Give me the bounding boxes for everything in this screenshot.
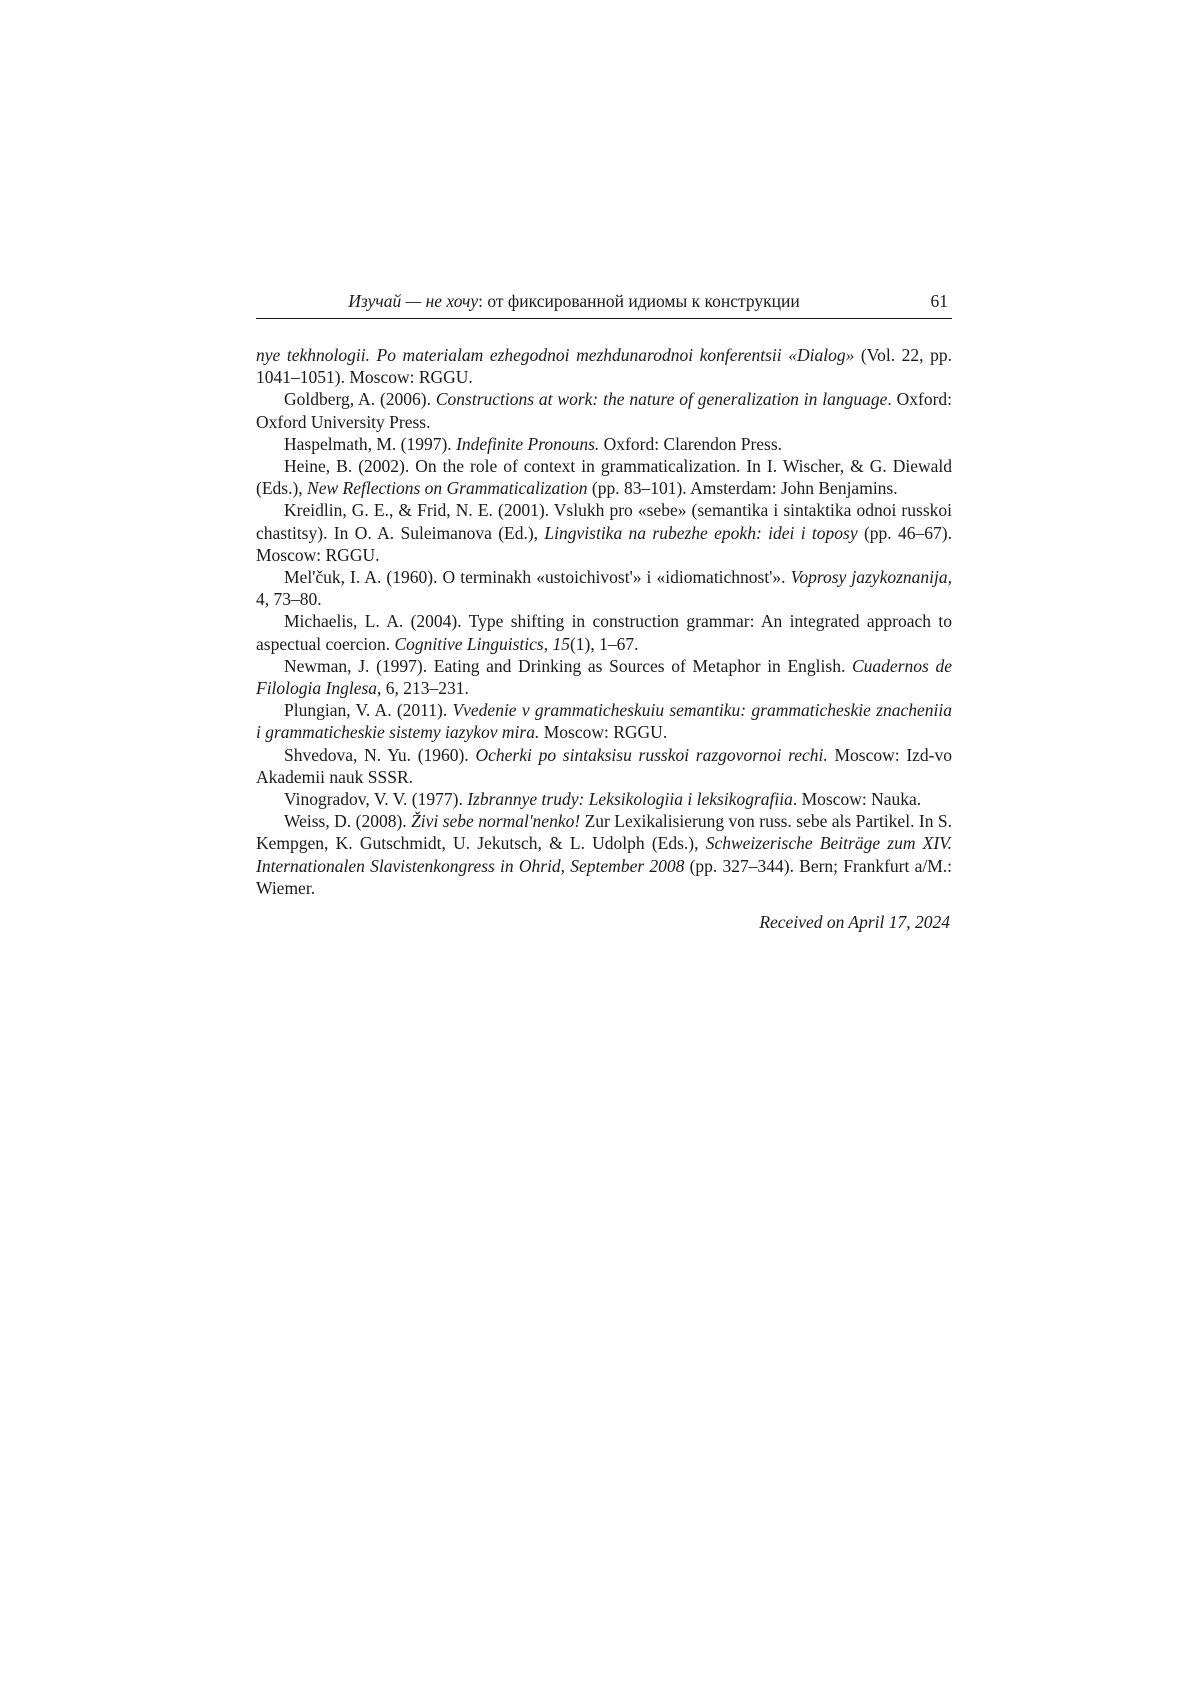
reference-text: Oxford: Clarendon Press. — [599, 433, 783, 454]
reference-title-italic: nye tekhnologii. Po materialam ezhegodnoi mezhdunarodnoi konferentsii «Dialog» — [256, 345, 855, 365]
page-number: 61 — [930, 291, 948, 311]
reference-text: Newman, J. (1997). Eating and Drinking as Sources of Metaphor in English. — [284, 655, 852, 676]
reference-entry — [256, 566, 952, 610]
reference-text: Moscow: RGGU. — [539, 722, 668, 743]
reference-text: Shvedova, N. Yu. (1960). — [284, 744, 476, 765]
reference-title-italic: Lingvistika na rubezhe epokh: idei i toposy — [544, 522, 858, 543]
reference-list — [256, 344, 952, 933]
reference-text: (pp. 46–67). Moscow: RGGU. — [256, 522, 952, 565]
reference-title-italic: Živi sebe normal'nenko! — [411, 811, 581, 832]
reference-entry — [256, 744, 952, 788]
reference-entry — [256, 610, 952, 654]
reference-title-italic: Constructions at work: the nature of generalization in language — [435, 389, 888, 410]
reference-entry — [256, 655, 952, 699]
reference-text: Haspelmath, M. (1997). — [284, 433, 457, 454]
reference-text: Mel'čuk, I. A. (1960). O terminakh «ustoichivost'» i «idiomatichnost'». — [284, 567, 791, 588]
reference-entry — [256, 455, 952, 499]
reference-text: Heine, B. (2002). On the role of context in grammaticalization. In I. Wischer, & G. Diewald (Eds.), — [256, 456, 952, 499]
reference-text: Vinogradov, V. V. (1977). — [284, 789, 468, 810]
running-title-italic: Изучай — не хочу — [348, 291, 479, 311]
reference-entry — [256, 388, 952, 432]
reference-text: Moscow: Izd-vo Akademii nauk SSSR. — [256, 744, 953, 787]
reference-title-italic: Izbrannye trudy: Leksikologiia i leksikografiia — [467, 789, 793, 810]
running-title-rest: : от фиксированной идиомы к конструкции — [478, 291, 800, 311]
reference-text: Kreidlin, G. E., & Frid, N. E. (2001). Vslukh pro «sebe» (semantika i sintaktika odnoi russkoi chastitsy). In O. A. Suleimanova (Ed.), — [256, 500, 952, 543]
reference-entry — [256, 699, 952, 743]
reference-title-italic: New Reflections on Grammaticalization — [307, 478, 588, 499]
reference-text: (1), 1–67. — [569, 633, 639, 654]
reference-title-italic: Schweizerische Beiträge zum XIV. Internationalen Slavistenkongress in Ohrid, September 2008 — [256, 833, 953, 876]
reference-title-italic: Cuadernos de Filologia Inglesa — [256, 655, 952, 699]
reference-entries — [256, 344, 952, 899]
reference-text: , 6, 213–231. — [377, 678, 469, 699]
reference-entry — [256, 810, 952, 899]
reference-title-italic: Ocherki po sintaksisu russkoi razgovornoi rechi. — [475, 744, 828, 765]
reference-entry — [256, 344, 952, 388]
reference-text: Goldberg, A. (2006). — [284, 389, 436, 410]
reference-text: Michaelis, L. A. (2004). Type shifting in construction grammar: An integrated approach to aspectual coercion. — [256, 611, 952, 654]
reference-text: . Moscow: Nauka. — [792, 789, 922, 810]
reference-text: , 4, 73–80. — [256, 567, 952, 610]
running-title — [256, 288, 892, 314]
reference-text: (pp. 83–101). Amsterdam: John Benjamins. — [587, 478, 898, 499]
reference-text: Weiss, D. (2008). — [284, 811, 412, 832]
reference-text: (pp. 327–344). Bern; Frankfurt a/M.: Wiemer. — [256, 855, 952, 898]
reference-text: Zur Lexikalisierung von russ. sebe als Partikel. In S. Kempgen, K. Gutschmidt, U. Jekutsch, & L. Udolph (Eds.), — [256, 811, 952, 854]
reference-title-italic: Voprosy jazykoznanija — [790, 567, 948, 588]
reference-text: (Vol. 22, pp. 1041–1051). Moscow: RGGU. — [256, 345, 952, 388]
reference-entry — [256, 499, 952, 566]
reference-title-italic: Vvedenie v grammaticheskuiu semantiku: grammaticheskie znacheniia i grammaticheskie sistemy iazykov mira. — [256, 700, 952, 743]
received-date: Received on April 17, 2024 — [759, 912, 950, 933]
reference-entry — [256, 433, 952, 455]
running-header — [256, 288, 952, 319]
reference-title-italic: Indefinite Pronouns. — [456, 433, 600, 454]
reference-entry — [256, 788, 952, 810]
reference-title-italic: Cognitive Linguistics, 15 — [394, 633, 570, 654]
reference-text: Plungian, V. A. (2011). — [284, 700, 453, 721]
reference-text: . Oxford: Oxford University Press. — [256, 389, 953, 432]
